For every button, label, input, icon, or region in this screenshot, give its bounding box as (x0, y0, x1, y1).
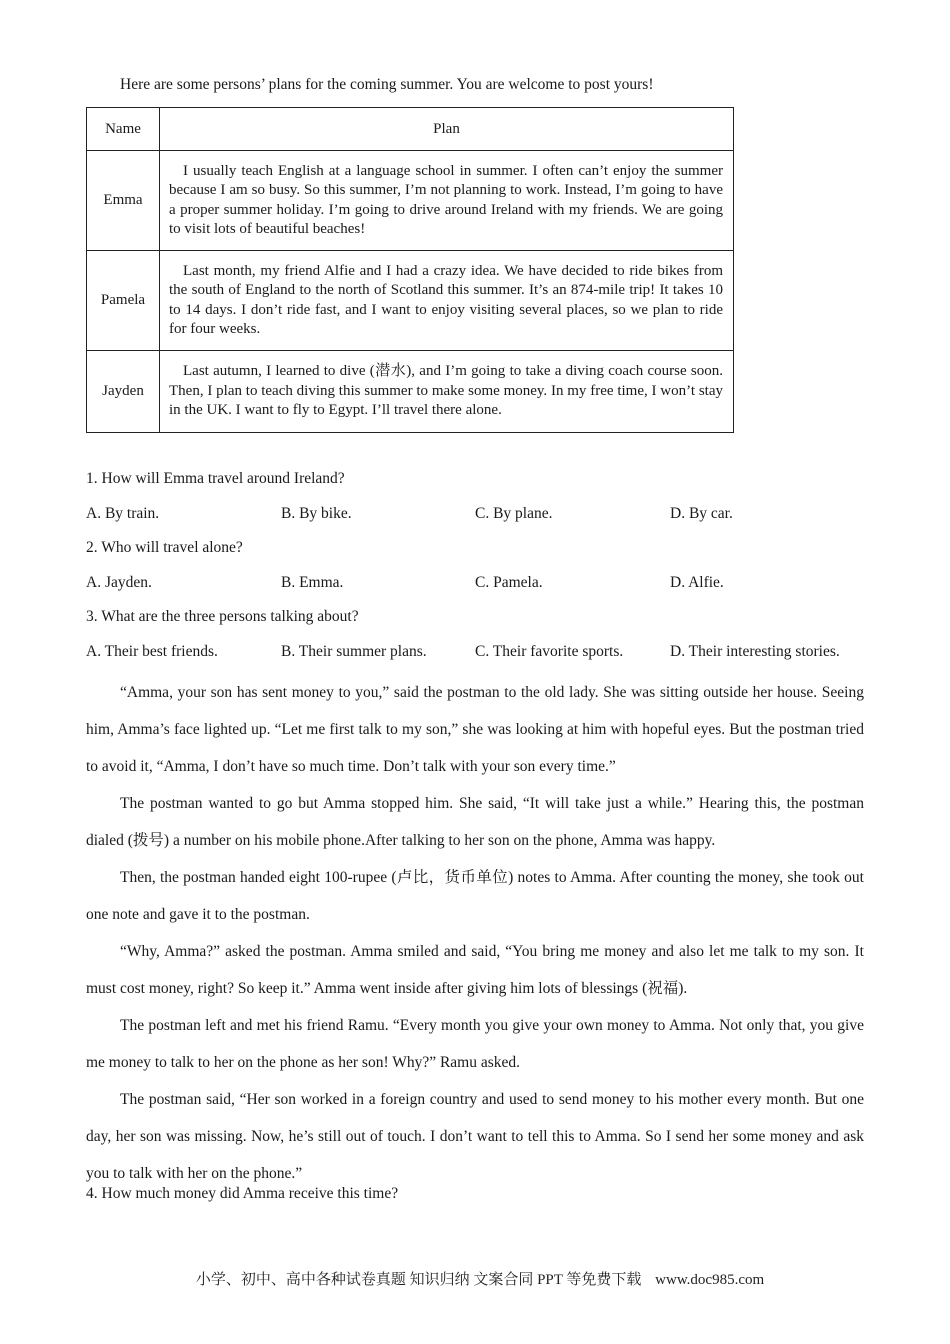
option-b: B. By bike. (281, 505, 352, 522)
option-a: A. Jayden. (86, 574, 152, 591)
row-name: Pamela (87, 251, 160, 351)
table-row (87, 351, 734, 433)
row-plan: I usually teach English at a language school in summer. I often can’t enjoy the summer because I am so busy. So this summer, I’m not planning to work. Instead, I’m going to have a proper summer holiday. I’m going to drive around Ireland with my friends. We are going to visit lots of beautiful beaches! (160, 151, 734, 251)
option-a: A. By train. (86, 505, 160, 522)
row-name: Emma (87, 151, 160, 251)
passage-paragraph: “Why, Amma?” asked the postman. Amma smiled and said, “You bring me money and also let me talk to my son. It must cost money, right? So keep it.” Amma went inside after giving him lots of blessings (祝福). (86, 943, 864, 997)
question-1: 1. How will Emma travel around Ireland? (86, 470, 345, 487)
option-d: D. By car. (670, 505, 733, 522)
option-b: B. Emma. (281, 574, 344, 591)
intro-text: Here are some persons’ plans for the coming summer. You are welcome to post yours! (120, 76, 654, 93)
option-b: B. Their summer plans. (281, 643, 427, 660)
option-c: C. By plane. (475, 505, 553, 522)
option-d: D. Their interesting stories. (670, 643, 840, 660)
footer-text: 小学、初中、高中各种试卷真题 知识归纳 文案合同 PPT 等免费下载 (195, 1272, 642, 1288)
table-header-row (87, 108, 734, 151)
reading-passage (86, 674, 864, 1192)
header-plan: Plan (160, 108, 734, 151)
option-c: C. Pamela. (475, 574, 543, 591)
option-c: C. Their favorite sports. (475, 643, 624, 660)
question-2: 2. Who will travel alone? (86, 539, 243, 556)
passage-paragraph: The postman wanted to go but Amma stopped him. She said, “It will take just a while.” Hearing this, the postman dialed (拨号) a number on his mobile phone.After talking to her son on the phone, Amma was happy. (86, 795, 864, 849)
footer-url: www.doc985.com (655, 1272, 765, 1288)
table-row (87, 151, 734, 251)
row-name: Jayden (87, 351, 160, 433)
question-3: 3. What are the three persons talking about? (86, 608, 359, 625)
row-plan: Last month, my friend Alfie and I had a crazy idea. We have decided to ride bikes from the south of England to the north of Scotland this summer. It’s an 874-mile trip! It takes 10 to 14 days. I don’t ride fast, and I want to enjoy visiting several places, so we plan to ride for four weeks. (160, 251, 734, 351)
page-footer (0, 1268, 950, 1289)
passage-paragraph: “Amma, your son has sent money to you,” said the postman to the old lady. She was sitting outside her house. Seeing him, Amma’s face lighted up. “Let me first talk to my son,” she was looking at him with hopeful eyes. But the postman tried to avoid it, “Amma, I don’t have so much time. Don’t talk with your son every time.” (86, 684, 864, 775)
passage-paragraph: The postman left and met his friend Ramu. “Every month you give your own money to Amma. Not only that, you give me money to talk to her on the phone as her son! Why?” Ramu asked. (86, 1017, 864, 1071)
option-d: D. Alfie. (670, 574, 724, 591)
option-a: A. Their best friends. (86, 643, 218, 660)
plans-table (86, 107, 734, 433)
passage-paragraph: The postman said, “Her son worked in a foreign country and used to send money to his mother every month. But one day, her son was missing. Now, he’s still out of touch. I don’t want to tell this to Amma. So I send her some money and ask you to talk with her on the phone.” (86, 1091, 864, 1182)
question-4: 4. How much money did Amma receive this time? (86, 1185, 399, 1202)
passage-paragraph: Then, the postman handed eight 100-rupee (卢比，货币单位) notes to Amma. After counting the money, she took out one note and gave it to the postman. (86, 869, 864, 923)
table-row (87, 251, 734, 351)
header-name: Name (87, 108, 160, 151)
row-plan: Last autumn, I learned to dive (潜水), and I’m going to take a diving coach course soon. Then, I plan to teach diving this summer to make some money. In my free time, I won’t stay in the UK. I want to fly to Egypt. I’ll travel there alone. (160, 351, 734, 433)
